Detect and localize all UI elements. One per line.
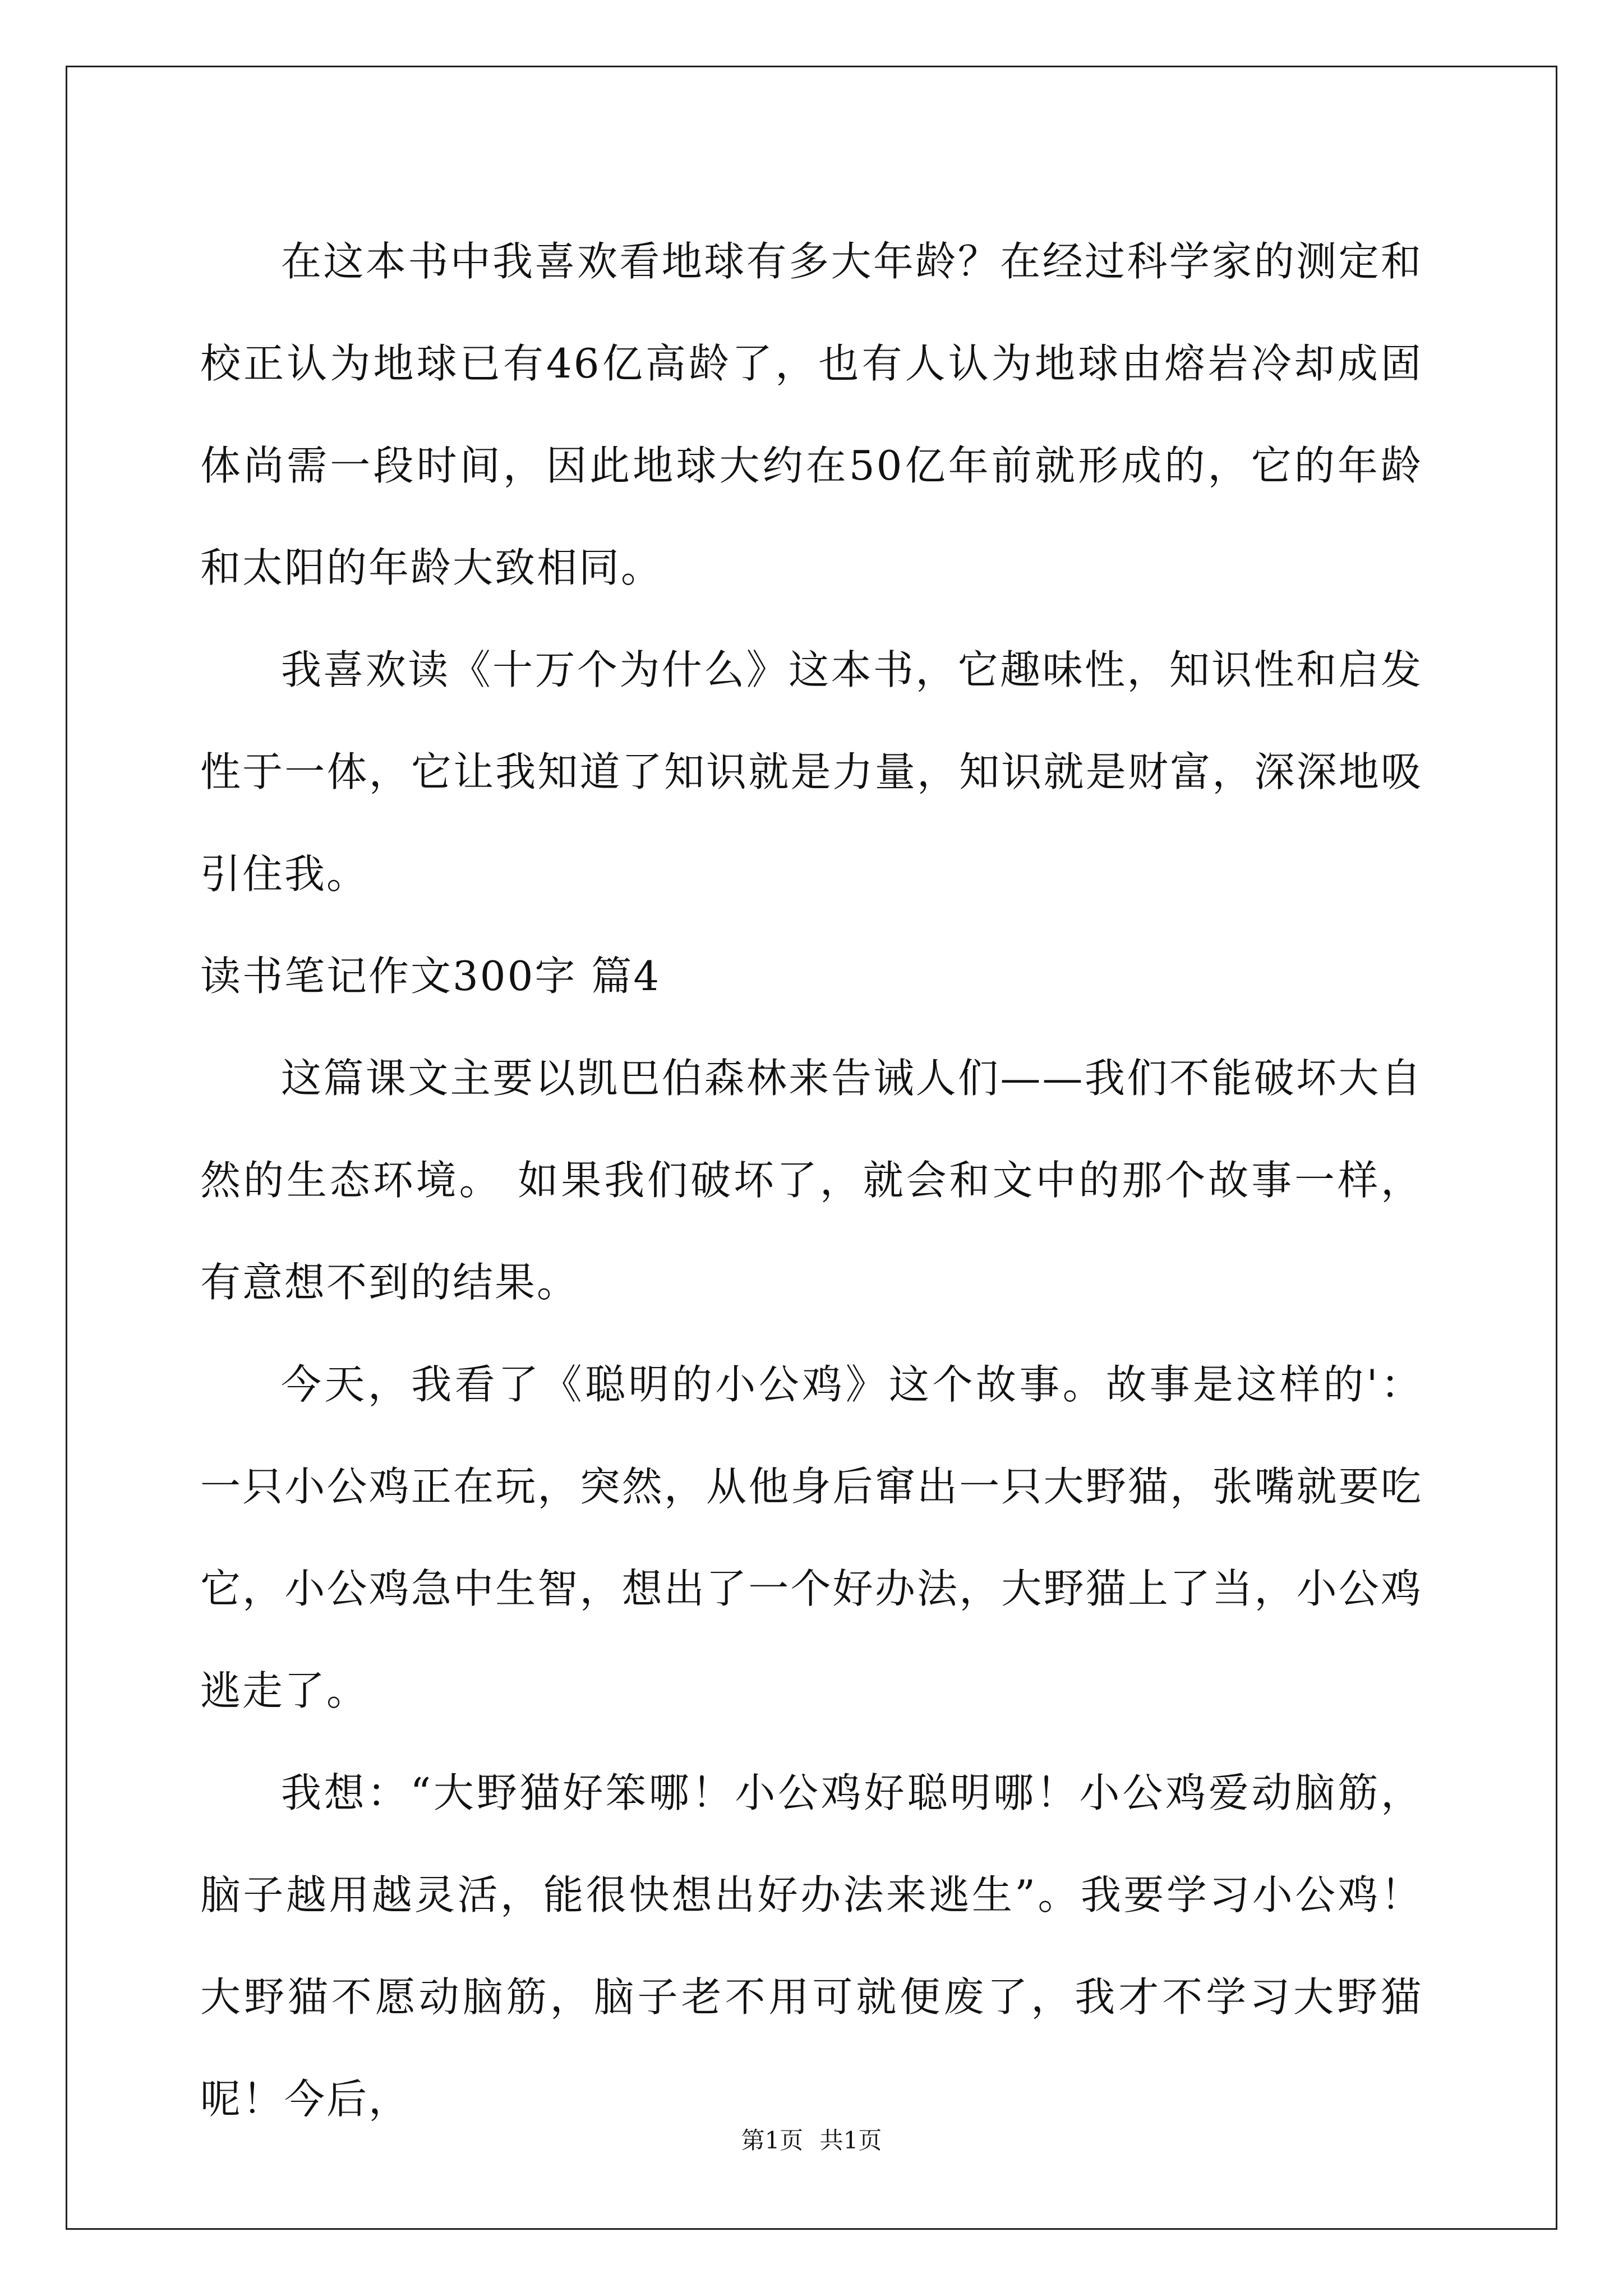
page-total: 共1页 — [819, 2127, 882, 2154]
section-heading: 读书笔记作文300字 篇4 — [200, 953, 661, 1000]
paragraph: 这篇课文主要以凯巴伯森林来告诫人们——我们不能破坏大自然的生态环境。 如果我们破坏了，就会和文中的那个故事一样，有意想不到的结果。 — [200, 1055, 1423, 1306]
page-footer — [0, 2124, 1623, 2157]
paragraph: 我想：“大野猫好笨哪！小公鸡好聪明哪！小公鸡爱动脑筋，脑子越用越灵活，能很快想出好办法来逃生”。我要学习小公鸡！大野猫不愿动脑筋，脑子老不用可就便废了，我才不学习大野猫呢！今后， — [200, 1769, 1423, 2123]
document-body — [200, 210, 1423, 2150]
paragraph: 在这本书中我喜欢看地球有多大年龄？在经过科学家的测定和校正认为地球已有46亿高龄了，也有人认为地球由熔岩冷却成固体尚需一段时间，因此地球大约在50亿年前就形成的，它的年龄和太阳的年龄大致相同。 — [200, 238, 1423, 591]
page-number: 第1页 — [741, 2127, 804, 2154]
paragraph: 我喜欢读《十万个为什么》这本书，它趣味性，知识性和启发性于一体，它让我知道了知识就是力量，知识就是财富，深深地吸引住我。 — [200, 646, 1423, 898]
paragraph: 今天，我看了《聪明的小公鸡》这个故事。故事是这样的'：一只小公鸡正在玩，突然，从他身后窜出一只大野猫，张嘴就要吃它，小公鸡急中生智，想出了一个好办法，大野猫上了当，小公鸡逃走了。 — [200, 1361, 1423, 1714]
